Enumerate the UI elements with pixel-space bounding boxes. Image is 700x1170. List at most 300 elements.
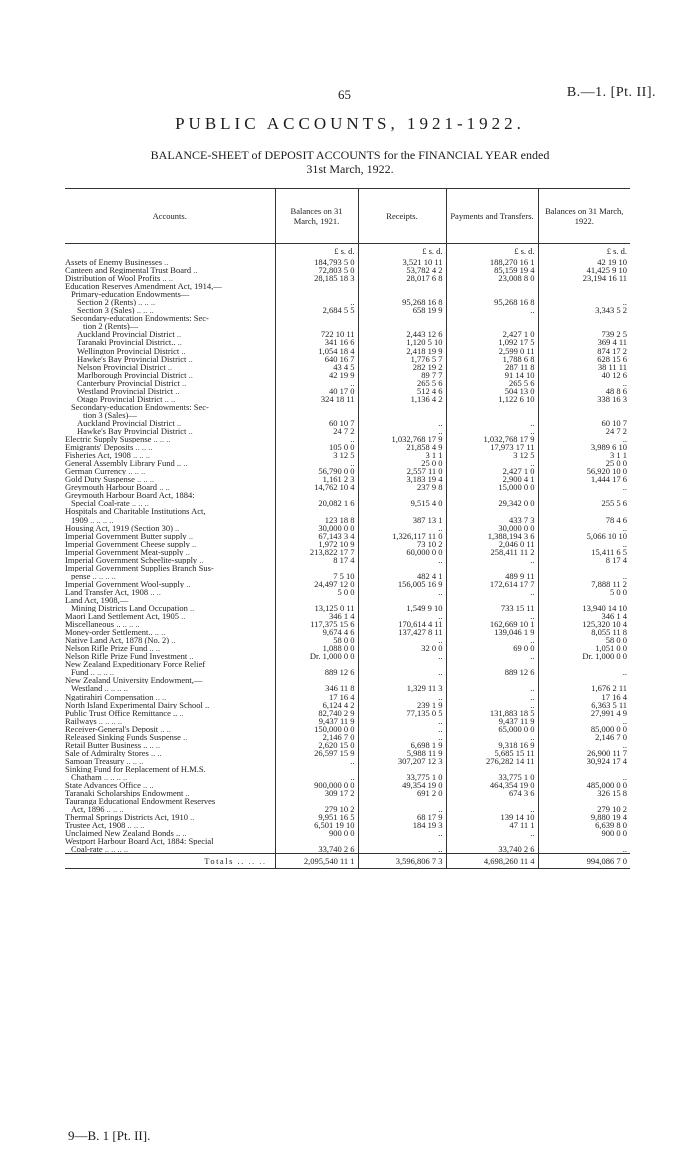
payments-cell: .. [446,733,538,741]
payments-cell: 1,388,194 3 6 [446,532,538,540]
receipts-cell: .. [358,419,446,427]
receipts-cell: 6,698 1 9 [358,741,446,749]
closing-balance-cell: .. [538,572,630,580]
totals-dots: .. .. [248,856,267,867]
table-row [65,556,630,564]
table-row [65,757,630,765]
account-name [65,684,275,692]
account-name [65,765,275,773]
closing-balance-cell: 346 1 4 [538,612,630,620]
subtitle-line-2: 31st March, 1922. [306,162,394,176]
opening-balance-cell [275,797,358,805]
leader-dots: .. [167,362,173,371]
receipts-cell: .. [358,668,446,676]
receipts-cell: 184 19 3 [358,821,446,829]
closing-balance-cell [538,564,630,572]
receipts-cell: 137,427 8 11 [358,628,446,636]
account-label: Section 3 (Sales) [77,306,135,315]
account-label: Secondary-education Endowments: Sec- [71,314,209,323]
receipts-cell [358,403,446,411]
receipts-cell: .. [358,612,446,620]
account-name [65,499,275,507]
account-label: tion 2 (Rents)— [83,322,139,331]
page-subtitle [0,148,700,176]
receipts-cell: 307,207 12 3 [358,757,446,765]
leader-dots: .. .. [149,644,161,653]
account-name [65,588,275,596]
closing-balance-cell: .. [538,435,630,443]
account-label: Land Transfer Act, 1908 [65,587,149,596]
table-row [65,419,630,427]
closing-balance-cell: 369 4 11 [538,338,630,346]
payments-cell: 47 11 1 [446,821,538,829]
table-row [65,459,630,467]
leader-dots: .. [182,378,187,387]
account-label: Trustee Act, 1908 [65,821,126,830]
table-row [65,403,630,411]
table-row [65,491,630,499]
receipts-cell [358,676,446,684]
opening-balance-cell [275,403,358,411]
account-label: Ngatirahiri Compensation [65,692,154,701]
receipts-cell [358,491,446,499]
receipts-cell: 3,183 19 4 [358,475,446,483]
account-name [65,821,275,829]
leader-dots: .. [183,732,188,741]
receipts-cell: 1,032,768 17 9 [358,435,446,443]
account-name [65,548,275,556]
payments-cell: 265 5 6 [446,379,538,387]
leader-dots: .. .. .. .. [104,684,128,693]
col-header-accounts: Accounts. [65,189,275,244]
table-row [65,314,630,322]
opening-balance-cell: 900 0 0 [275,829,358,837]
leader-dots: .. [188,370,193,379]
receipts-cell: .. [358,588,446,596]
account-label: Emigrants' Deposits [65,443,134,452]
receipts-cell: .. [358,733,446,741]
opening-balance-cell: 13,125 0 11 [275,604,358,612]
payments-cell: 95,268 16 8 [446,298,538,306]
opening-balance-cell: 105 0 0 [275,443,358,451]
table-row [65,532,630,540]
table-row [65,789,630,797]
opening-balance-cell: 9,951 16 5 [275,813,358,821]
receipts-cell: .. [358,652,446,660]
payments-cell: .. [446,459,538,467]
payments-cell [446,507,538,515]
leader-dots: .. [189,604,195,613]
receipts-cell: .. [358,717,446,725]
receipts-cell: 21,858 4 9 [358,443,446,451]
receipts-cell: 265 5 6 [358,379,446,387]
receipts-cell: 237 9 8 [358,483,446,491]
payments-cell: 33,775 1 0 [446,773,538,781]
leader-dots: .. [175,386,180,395]
leader-dots: .. .. .. [137,475,155,484]
account-name [65,741,275,749]
leader-dots: .. .. .. .. [103,773,128,782]
closing-balance-cell: 42 19 10 [538,258,630,266]
receipts-cell [358,564,446,572]
leader-dots: .. .. .. [127,821,145,830]
table-row [65,483,630,491]
opening-balance-cell: 1,054 18 4 [275,347,358,355]
units-blank [65,244,275,259]
payments-cell: 172,614 17 7 [446,580,538,588]
totals-opening: 2,095,540 11 1 [275,854,358,869]
account-name [65,475,275,483]
opening-balance-cell: 26,597 15 9 [275,749,358,757]
payments-cell: 287 11 8 [446,363,538,371]
account-label: Act, 1896 [71,805,105,814]
payments-cell: 65,000 0 0 [446,725,538,733]
closing-balance-cell: 2,146 7 0 [538,733,630,741]
account-name [65,258,275,266]
closing-balance-cell: 125,320 10 4 [538,620,630,628]
leader-dots: .. [185,547,190,556]
table-row [65,749,630,757]
table-row [65,741,630,749]
page-number: 65 [338,87,351,102]
account-label: Section 2 (Rents) [77,298,137,307]
opening-balance-cell [275,564,358,572]
table-row [65,258,630,266]
account-label: Unclaimed New Zealand Bonds .. [65,829,181,838]
account-name [65,652,275,660]
leader-dots: .. .. [159,483,170,492]
account-name [65,628,275,636]
payments-cell: 1,032,768 17 9 [446,435,538,443]
account-label: State Advances Office [65,781,141,790]
account-label: 1909 [71,515,88,524]
opening-balance-cell: 213,822 17 7 [275,548,358,556]
receipts-cell: 512 4 6 [358,387,446,395]
leader-dots: .. .. [150,587,161,596]
closing-balance-cell [538,765,630,773]
opening-balance-cell: .. [275,773,358,781]
table-row [65,733,630,741]
opening-balance-cell: .. [275,435,358,443]
receipts-cell [358,314,446,322]
receipts-cell: 282 19 2 [358,363,446,371]
closing-balance-cell: 1,676 2 11 [538,684,630,692]
account-label: Samoan Treasury [65,756,125,765]
payments-cell: 139,046 1 9 [446,628,538,636]
opening-balance-cell: 1,161 2 3 [275,475,358,483]
leader-dots: .. [188,531,193,540]
table-row [65,821,630,829]
payments-cell: 9,437 11 9 [446,717,538,725]
account-name [65,604,275,612]
table-row [65,644,630,652]
closing-balance-cell: 1,051 0 0 [538,644,630,652]
account-label: Imperial Government Scheelite-supply [65,555,198,564]
account-name [65,717,275,725]
account-label: New Zealand University Endowment,— [65,676,203,685]
leader-dots: .. .. [164,394,176,403]
payments-cell: .. [446,805,538,813]
account-name [65,330,275,338]
opening-balance-cell [275,322,358,330]
account-name [65,443,275,451]
account-label: Coal-rate [71,845,103,854]
account-name [65,363,275,371]
page-footer-signature: 9—B. 1 [Pt. II]. [68,1128,151,1143]
payments-cell [446,564,538,572]
receipts-cell: .. [358,556,446,564]
account-label: Thermal Springs Districts Act, 1910 [65,813,189,822]
account-name [65,507,275,515]
leader-dots: .. .. .. [133,451,150,460]
leader-dots: .. [188,426,193,436]
receipts-cell: .. [358,693,446,701]
payments-cell: 131,883 18 5 [446,709,538,717]
payments-cell: 85,159 19 4 [446,266,538,274]
payments-cell: 3 12 5 [446,451,538,459]
table-row [65,266,630,274]
table-row [65,628,630,636]
payments-cell [446,290,538,298]
opening-balance-cell: 5 0 0 [275,588,358,596]
closing-balance-cell [538,411,630,419]
table-row [65,580,630,588]
payments-cell: 23,008 8 0 [446,274,538,282]
units-row [65,244,630,259]
receipts-cell [358,507,446,515]
table-row [65,507,630,515]
leader-dots: .. .. [142,781,154,790]
payments-cell: 733 15 11 [446,604,538,612]
receipts-cell: 1,549 9 10 [358,604,446,612]
table-row [65,773,630,781]
closing-balance-cell: 23,194 16 11 [538,274,630,282]
account-label: Marlborough Provincial District [77,370,187,379]
opening-balance-cell [275,660,358,668]
receipts-cell: .. [358,427,446,435]
account-label: Fund [71,668,89,677]
closing-balance-cell: 30,924 17 4 [538,757,630,765]
account-name [65,516,275,524]
receipts-cell: 49,354 19 0 [358,781,446,789]
account-label: Imperial Government Wool-supply [65,579,185,588]
receipts-cell: 1,326,117 11 0 [358,532,446,540]
table-row [65,813,630,821]
closing-balance-cell: .. [538,773,630,781]
opening-balance-cell [275,765,358,773]
opening-balance-cell: 900,000 0 0 [275,781,358,789]
account-label: Westport Harbour Board Act, 1884: Special [65,837,214,846]
closing-balance-cell: 326 15 8 [538,789,630,797]
table-row [65,620,630,628]
leader-dots: .. [171,636,176,645]
leader-dots: .. .. [149,740,161,749]
account-label: Greymouth Harbour Board Act, 1884: [65,491,195,500]
table-row [65,612,630,620]
closing-balance-cell [538,282,630,290]
account-label: Maori Land Settlement Act, 1905 [65,612,180,621]
table-row [65,572,630,580]
payments-cell: .. [446,652,538,660]
account-label: Gold Duty Suspense [65,475,135,484]
account-name [65,532,275,540]
leader-dots: .. .. .. [126,756,144,765]
payments-cell: .. [446,612,538,620]
account-label: Housing Act, 1919 (Section 30) [65,523,173,532]
table-row [65,837,630,845]
opening-balance-cell [275,491,358,499]
payments-cell [446,491,538,499]
account-name [65,347,275,355]
account-label: Released Sinking Funds Suspense [65,732,181,741]
receipts-cell: 77,135 0 5 [358,709,446,717]
receipts-cell: 25 0 0 [358,459,446,467]
account-name [65,805,275,813]
closing-balance-cell: 900 0 0 [538,829,630,837]
closing-balance-cell: 8 17 4 [538,556,630,564]
account-name [65,483,275,491]
balance-sheet-table [65,188,630,869]
opening-balance-cell: 9,437 11 9 [275,717,358,725]
payments-cell: 1,092 17 5 [446,338,538,346]
account-name [65,306,275,314]
table-row [65,387,630,395]
leader-dots: .. .. .. .. [92,571,116,580]
page-title: PUBLIC ACCOUNTS, 1921-1922. [175,114,525,133]
opening-balance-cell: 346 1 4 [275,612,358,620]
receipts-cell: 1,120 5 10 [358,338,446,346]
payments-cell [446,322,538,330]
subtitle-line-1: BALANCE-SHEET of DEPOSIT ACCOUNTS for the FINANCIAL YEAR ended [150,148,550,162]
leader-dots: .. [185,789,190,798]
units-receipts: £ s. d. [358,244,446,259]
closing-balance-cell: .. [538,717,630,725]
closing-balance-cell: 40 12 6 [538,371,630,379]
closing-balance-cell: 26,900 11 7 [538,749,630,757]
opening-balance-cell: 33,740 2 6 [275,845,358,854]
account-label: Chatham [71,773,102,782]
opening-balance-cell: 17 16 4 [275,693,358,701]
closing-balance-cell: 41,425 9 10 [538,266,630,274]
opening-balance-cell: 6,501 19 10 [275,821,358,829]
closing-balance-cell: 279 10 2 [538,805,630,813]
closing-balance-cell: 58 0 0 [538,636,630,644]
closing-balance-cell [538,507,630,515]
opening-balance-cell: 117,375 15 6 [275,620,358,628]
payments-cell: .. [446,701,538,709]
account-label: Primary-education Endowments— [71,290,190,299]
opening-balance-cell: 20,082 1 6 [275,499,358,507]
account-label: Taranaki Scholarships Endowment [65,789,184,798]
opening-balance-cell: 722 10 11 [275,330,358,338]
table-row [65,330,630,338]
account-label: Westland [71,684,103,693]
table-row [65,636,630,644]
table-row [65,805,630,813]
receipts-cell: .. [358,524,446,532]
table-row [65,588,630,596]
account-name [65,266,275,274]
opening-balance-cell [275,290,358,298]
receipts-cell [358,411,446,419]
table-row [65,765,630,773]
units-payments: £ s. d. [446,244,538,259]
receipts-cell: 89 7 7 [358,371,446,379]
account-name [65,813,275,821]
payments-cell: 188,270 16 1 [446,258,538,266]
closing-balance-cell: .. [538,298,630,306]
closing-balance-cell: 38 11 11 [538,363,630,371]
closing-balance-cell: 7,888 11 2 [538,580,630,588]
totals-payments: 4,698,260 11 4 [446,854,538,869]
leader-dots: .. .. [162,274,174,283]
leader-dots: .. .. [160,724,171,733]
units-opening: £ s. d. [275,244,358,259]
opening-balance-cell: 2,684 5 5 [275,306,358,314]
payments-cell: 17,973 17 11 [446,443,538,451]
closing-balance-cell [538,837,630,845]
opening-balance-cell: .. [275,298,358,306]
leader-dots: .. .. .. [138,298,156,307]
table-row [65,524,630,532]
opening-balance-cell: 9,674 4 6 [275,628,358,636]
leader-dots: .. [190,813,195,822]
receipts-cell: 156,005 16 9 [358,580,446,588]
leader-dots: .. [179,708,184,717]
table-row [65,274,630,282]
table-row [65,717,630,725]
leader-dots: .. .. .. [106,805,124,814]
closing-balance-cell: 338 16 3 [538,395,630,403]
payments-cell: 1,788 6 8 [446,355,538,363]
table-row [65,475,630,483]
account-name [65,693,275,701]
table-row [65,363,630,371]
account-label: North Island Experimental Dairy School .. [65,700,210,709]
opening-balance-cell: 28,185 18 3 [275,274,358,282]
account-label: Nelson Rifle Prize Fund Investment [65,652,188,661]
account-name [65,451,275,459]
account-label: Retail Butter Business .. [65,740,148,749]
opening-balance-cell: 8 17 4 [275,556,358,564]
table-row [65,467,630,475]
leader-dots: .. [186,579,191,588]
closing-balance-cell [538,797,630,805]
leader-dots: .. [181,612,186,621]
table-row [65,540,630,548]
payments-cell: .. [446,684,538,692]
payments-cell: 69 0 0 [446,644,538,652]
account-label: Wellington Provincial District [77,346,180,355]
totals-label-text: Totals .. [204,856,245,867]
table-row [65,564,630,572]
table-row [65,451,630,459]
account-name [65,612,275,620]
receipts-cell [358,322,446,330]
payments-cell: 162,669 10 1 [446,620,538,628]
account-name [65,524,275,532]
col-header-closing-balance: Balances on 31 March, 1922. [538,189,630,244]
receipts-cell: .. [358,636,446,644]
closing-balance-cell [538,322,630,330]
table-row [65,660,630,668]
opening-balance-cell: 184,793 5 0 [275,258,358,266]
opening-balance-cell: Dr. 1,000 0 0 [275,652,358,660]
account-label: Public Trust Office Remittance .. [65,708,178,717]
account-name [65,338,275,346]
account-label: Greymouth Harbour Board [65,483,158,492]
account-label: Mining Districts Land Occupation [71,604,188,613]
